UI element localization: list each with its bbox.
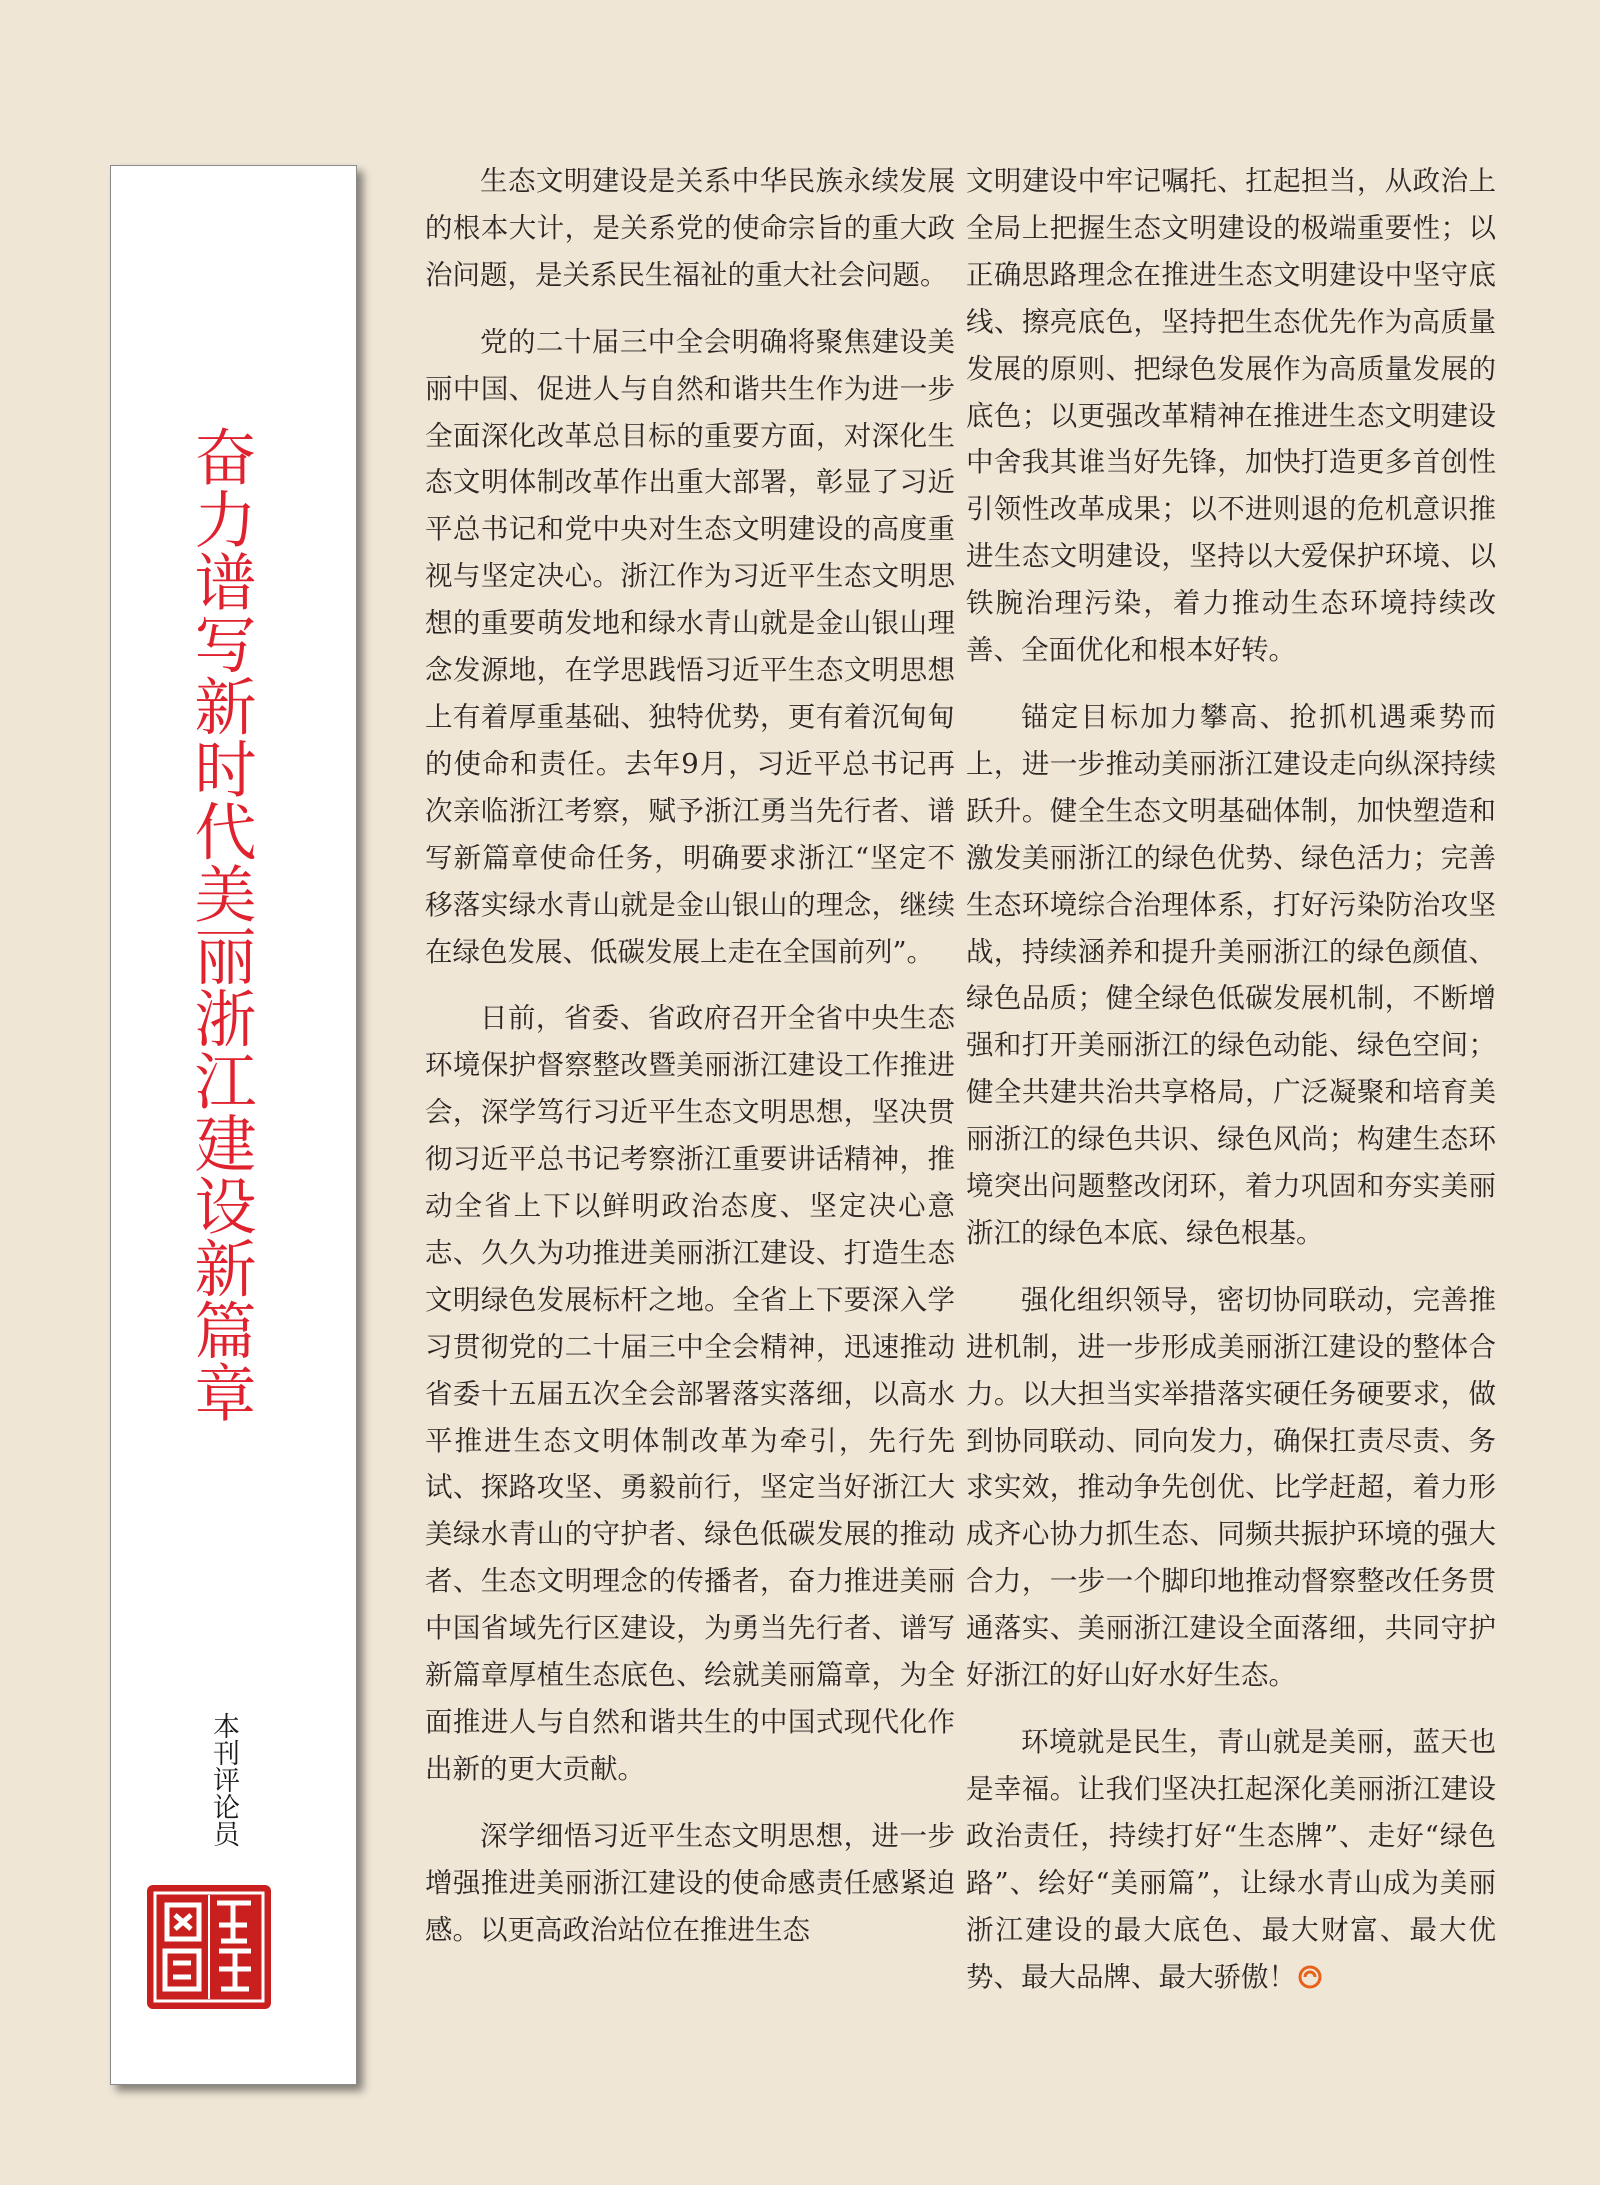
paragraph-final (966, 1719, 1496, 2000)
paragraph-final-text: 环境就是民生，青山就是美丽，蓝天也是幸福。让我们坚决扛起深化美丽浙江建设政治责任，持续打好“生态牌”、走好“绿色路”、绘好“美丽篇”，让绿水青山成为美丽浙江建设的最大底色、最大财富、最大优势、最大品牌、最大骄傲！ (966, 1726, 1496, 1993)
byline: 本刊评论员 (208, 1712, 239, 1847)
seal-logo (147, 1885, 271, 2009)
paragraph: 生态文明建设是关系中华民族永续发展的根本大计，是关系党的使命宗旨的重大政治问题，是关系民生福祉的重大社会问题。 (425, 165, 955, 291)
paragraph: 锚定目标加力攀高、抢抓机遇乘势而上，进一步推动美丽浙江建设走向纵深持续跃升。健全生态文明基础体制，加快塑造和激发美丽浙江的绿色优势、绿色活力；完善生态环境综合治理体系，打好污染防治攻坚战，持续涵养和提升美丽浙江的绿色颜值、绿色品质；健全绿色低碳发展机制，不断增强和打开美丽浙江的绿色动能、绿色空间；健全共建共治共享格局，广泛凝聚和培育美丽浙江的绿色共识、绿色风尚；构建生态环境突出问题整改闭环，着力巩固和夯实美丽浙江的绿色本底、绿色根基。 (966, 700, 1496, 1249)
paragraph-continued: 文明建设中牢记嘱托、扛起担当，从政治上全局上把握生态文明建设的极端重要性；以正确思路理念在推进生态文明建设中坚守底线、擦亮底色，坚持把生态优先作为高质量发展的原则、把绿色发展作为高质量发展的底色；以更强改革精神在推进生态文明建设中舍我其谁当好先锋，加快打造更多首创性引领性改革成果；以不进则退的危机意识推进生态文明建设，坚持以大爱保护环境、以铁腕治理污染，着力推动生态环境持续改善、全面优化和根本好转。 (966, 165, 1496, 667)
article-title: 奋力谱写新时代美丽浙江建设新篇章 (184, 425, 257, 1424)
paragraph: 深学细悟习近平生态文明思想，进一步增强推进美丽浙江建设的使命感责任感紧迫感。以更高政治站位在推进生态 (425, 1819, 955, 1946)
paragraph: 日前，省委、省政府召开全省中央生态环境保护督察整改暨美丽浙江建设工作推进会，深学笃行习近平生态文明思想，坚决贯彻习近平总书记考察浙江重要讲话精神，推动全省上下以鲜明政治态度、坚定决心意志、久久为功推进美丽浙江建设、打造生态文明绿色发展标杆之地。全省上下要深入学习贯彻党的二十届三中全会精神，迅速推动省委十五届五次全会部署落实落细，以高水平推进生态文明体制改革为牵引，先行先试、探路攻坚、勇毅前行，坚定当好浙江大美绿水青山的守护者、绿色低碳发展的推动者、生态文明理念的传播者，奋力推进美丽中国省域先行区建设，为勇当先行者、谱写新篇章厚植生态底色、绘就美丽篇章，为全面推进人与自然和谐共生的中国式现代化作出新的更大贡献。 (425, 1002, 955, 1785)
end-mark-icon (1298, 1965, 1322, 1989)
article-body-right-column (966, 158, 1496, 2000)
paragraph: 强化组织领导，密切协同联动，完善推进机制，进一步形成美丽浙江建设的整体合力。以大担当实举措落实硬任务硬要求，做到协同联动、同向发力，确保扛责尽责、务求实效，推动争先创优、比学赶超，着力形成齐心协力抓生态、同频共振护环境的强大合力，一步一个脚印地推动督察整改任务贯通落实、美丽浙江建设全面落细，共同守护好浙江的好山好水好生态。 (966, 1283, 1496, 1692)
seal-logo-icon (147, 1885, 271, 2009)
article-body-left-column (425, 158, 955, 1954)
paragraph: 党的二十届三中全会明确将聚焦建设美丽中国、促进人与自然和谐共生作为进一步全面深化改革总目标的重要方面，对深化生态文明体制改革作出重大部署，彰显了习近平总书记和党中央对生态文明建设的高度重视与坚定决心。浙江作为习近平生态文明思想的重要萌发地和绿水青山就是金山银山理念发源地，在学思践悟习近平生态文明思想上有着厚重基础、独特优势，更有着沉甸甸的使命和责任。去年9月，习近平总书记再次亲临浙江考察，赋予浙江勇当先行者、谱写新篇章使命任务，明确要求浙江“坚定不移落实绿水青山就是金山银山的理念，继续在绿色发展、低碳发展上走在全国前列”。 (425, 325, 955, 968)
